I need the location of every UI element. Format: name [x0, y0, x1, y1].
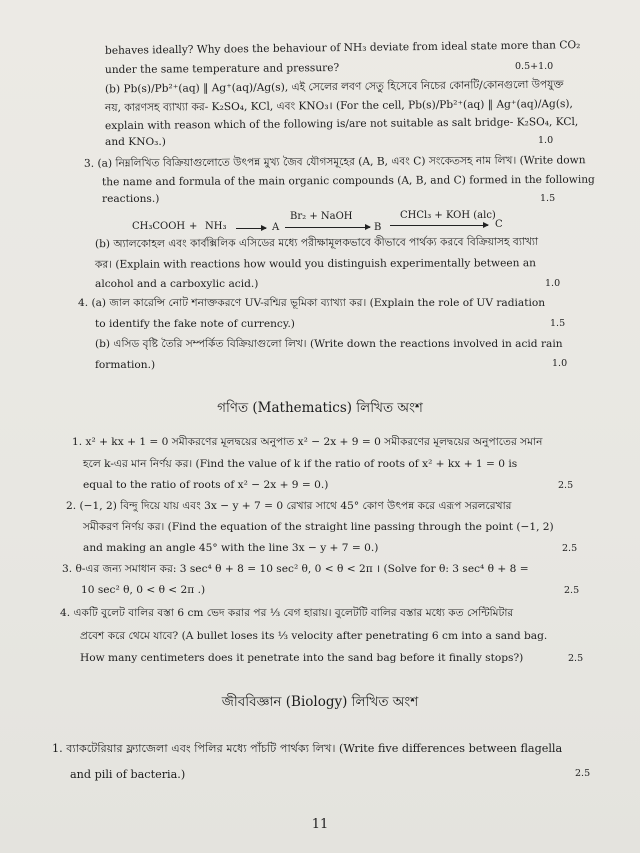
marks: 2.5	[558, 480, 574, 491]
product-a: A	[272, 222, 280, 233]
text-line: equal to the ratio of roots of x² − 2x + 9 = 0.)	[83, 479, 329, 491]
text-line: 3. (a) নিম্নলিখিত বিক্রিয়াগুলোতে উৎপন্ন মুখ্য জৈব যৌগসমূহের (A, B, এবং C) সংকেতসহ নাম লিখ। (Write down	[83, 154, 586, 170]
reactant-ch3cooh: CH₃COOH	[132, 221, 186, 232]
text-line: (b) Pb(s)/Pb²⁺(aq) ‖ Ag⁺(aq)/Ag(s), এই সেলের লবণ সেতু হিসেবে নিচের কোনটি/কোনগুলো উপযুক্ত	[104, 78, 564, 96]
marks: 2.5	[575, 768, 591, 779]
text-line: 4. (a) জাল কারেন্সি নোট শনাক্তকরণে UV-রশ্মির ভূমিকা ব্যাখ্যা কর। (Explain the role of UV radiation	[78, 297, 546, 309]
text-line: 10 sec² θ, 0 < θ < 2π .)	[81, 584, 206, 596]
text-line: 4. একটি বুলেট বালির বস্তা 6 cm ভেদ করার পর ⅓ বেগ হারায়। বুলেটটি বালির বস্তার মধ্যে কত সেন্টিমিটার	[60, 607, 514, 619]
reagent-br2-naoh: Br₂ + NaOH	[290, 211, 353, 222]
text-line: and making an angle 45° with the line 3x − y + 7 = 0.)	[83, 542, 379, 554]
reaction-arrow	[285, 227, 370, 228]
marks: 1.5	[550, 318, 566, 329]
text-line: and pili of bacteria.)	[70, 768, 186, 781]
text-line: reactions.)	[102, 193, 160, 205]
marks: 1.5	[540, 193, 556, 204]
text-line: under the same temperature and pressure?	[104, 61, 340, 77]
text-line: How many centimeters does it penetrate into the sand bag before it finally stops?)	[80, 652, 524, 664]
marks: 1.0	[545, 278, 561, 289]
text-line: and KNO₃.)	[105, 136, 166, 148]
text-line: 3. θ-এর জন্য সমাধান কর: 3 sec⁴ θ + 8 = 10 sec² θ, 0 < θ < 2π । (Solve for θ: 3 sec⁴ θ + 8 =	[62, 563, 529, 575]
text-line: হলে k-এর মান নির্ণয় কর। (Find the value of k if the ratio of roots of x² + kx + 1 = 0 is	[83, 458, 518, 470]
text-line: 1. x² + kx + 1 = 0 সমীকরণের মূলদ্বয়ের অনুপাত x² − 2x + 9 = 0 সমীকরণের মূলদ্বয়ের অনুপাতের সমান	[72, 436, 543, 448]
text-line: behaves ideally? Why does the behaviour of NH₃ deviate from ideal state more than CO₂	[104, 39, 581, 57]
marks: 0.5+1.0	[515, 61, 554, 72]
product-c: C	[495, 219, 503, 230]
text-line: (b) অ্যালকোহল এবং কার্বক্সিলিক এসিডের মধ্যে পরীক্ষামূলকভাবে কীভাবে পার্থক্য করবে বিক্রিয়াসহ ব্যাখ্যা	[94, 235, 539, 251]
plus-sign: +	[189, 221, 198, 232]
text-line: প্রবেশ করে থেমে যাবে? (A bullet loses its ⅓ velocity after penetrating 6 cm into a sand bag.	[80, 630, 548, 642]
text-line: কর। (Explain with reactions how would you distinguish experimentally between an	[94, 257, 536, 271]
text-line: সমীকরণ নির্ণয় কর। (Find the equation of the straight line passing through the point (−1, 2)	[83, 521, 554, 533]
page-number: 11	[311, 817, 329, 832]
text-line: 1. ব্যাকটেরিয়ার ফ্ল্যাজেলা এবং পিলির মধ্যে পাঁচটি পার্থক্য লিখ। (Write five differences between flagella	[52, 742, 563, 755]
text-line: (b) এসিড বৃষ্টি তৈরি সম্পর্কিত বিক্রিয়াগুলো লিখ। (Write down the reactions involved in acid rain	[95, 338, 563, 350]
text-line: নয়, কারণসহ ব্যাখ্যা কর- K₂SO₄, KCl, এবং KNO₃। (For the cell, Pb(s)/Pb²⁺(aq) ‖ Ag⁺(aq)/Ag(s),	[104, 97, 573, 115]
text-line: alcohol and a carboxylic acid.)	[95, 278, 259, 290]
product-b: B	[374, 222, 382, 233]
biology-section-heading: জীববিজ্ঞান (Biology) লিখিত অংশ	[221, 694, 419, 710]
reagent-chcl3-koh: CHCl₃ + KOH (alc)	[400, 210, 496, 221]
marks: 2.5	[562, 543, 578, 554]
text-line: to identify the fake note of currency.)	[95, 318, 295, 330]
reactant-nh3: NH₃	[205, 221, 227, 232]
text-line: formation.)	[95, 359, 156, 371]
marks: 1.0	[552, 358, 568, 369]
text-line: 2. (−1, 2) বিন্দু দিয়ে যায় এবং 3x − y + 7 = 0 রেখার সাথে 45° কোণ উৎপন্ন করে এরূপ সরলরেখার	[66, 500, 512, 512]
marks: 2.5	[564, 585, 580, 596]
reaction-arrow	[390, 225, 488, 226]
math-section-heading: গণিত (Mathematics) লিখিত অংশ	[217, 400, 423, 416]
marks: 1.0	[538, 135, 554, 146]
text-line: the name and formula of the main organic compounds (A, B, and C) formed in the following	[101, 173, 595, 189]
text-line: explain with reason which of the following is/are not suitable as salt bridge- K₂SO₄, KCl,	[104, 115, 579, 133]
reaction-arrow	[236, 228, 266, 229]
marks: 2.5	[568, 653, 584, 664]
